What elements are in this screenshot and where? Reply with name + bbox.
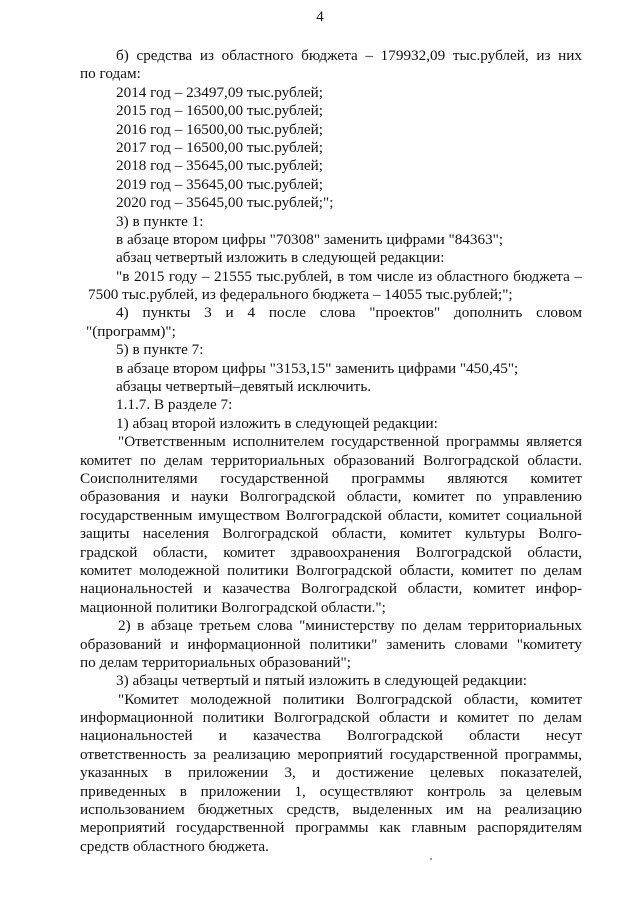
text-line: 1.1.7. В разделе 7: (116, 396, 233, 414)
text-line: указанных в приложении 3, и достижение целевых показателей, (80, 764, 582, 782)
text-line: использованием бюджетных средств, выделенных им на реализацию (80, 801, 582, 819)
text-line: 5) в пункте 7: (116, 341, 204, 359)
scan-speck (430, 858, 432, 860)
text-line: образования и науки Волгоградской области, комитет по управлению (80, 488, 582, 506)
year-line: 2015 год – 16500,00 тыс.рублей; (116, 102, 324, 120)
text-line: защиты населения Волгоградской области, комитет культуры Волго- (80, 525, 582, 543)
text-line: в абзаце втором цифры "3153,15" заменить цифрами "450,45"; (116, 359, 519, 377)
text-line: мационной политики Волгоградской области."; (80, 598, 386, 616)
text-line: государственным имуществом Волгоградской области, комитет социальной (80, 506, 582, 524)
text-line: градской области, комитет здравоохранения Волгоградской области, (80, 543, 582, 561)
document-body (80, 47, 582, 856)
text-line: информационной политики Волгоградской области и комитет по делам (80, 709, 582, 727)
text-line: в абзаце втором цифры "70308" заменить цифрами "84363"; (116, 230, 504, 248)
text-line: 1) абзац второй изложить в следующей редакции: (116, 414, 438, 432)
page-number: 4 (316, 9, 324, 25)
text-line: Соисполнителями государственной программы являются комитет (80, 469, 582, 487)
text-line: по годам: (80, 65, 141, 83)
text-line: 4) пункты 3 и 4 после слова "проектов" дополнить словом (116, 304, 582, 322)
text-line: средств областного бюджета. (80, 837, 269, 855)
text-line: "в 2015 году – 21555 тыс.рублей, в том числе из областного бюджета – (116, 267, 582, 285)
text-line: ответственность за реализацию мероприятий государственной программы, (80, 745, 582, 763)
text-line: комитет молодежной политики Волгоградской области, комитет по делам (80, 561, 582, 579)
text-line: абзацы четвертый–девятый исключить. (116, 378, 372, 396)
text-line: национальностей и казачества Волгоградской области несут (80, 727, 582, 745)
year-line: 2020 год – 35645,00 тыс.рублей;"; (116, 194, 334, 212)
text-line: "(программ)"; (86, 322, 176, 340)
text-line: 3) в пункте 1: (116, 212, 204, 230)
year-line: 2018 год – 35645,00 тыс.рублей; (116, 157, 324, 175)
year-line: 2017 год – 16500,00 тыс.рублей; (116, 138, 324, 156)
text-line: б) средства из областного бюджета – 179932,09 тыс.рублей, из них (116, 47, 582, 64)
text-line: комитет по делам территориальных образований Волгоградской области. (80, 451, 582, 469)
text-line: "Комитет молодежной политики Волгоградской области, комитет (118, 690, 582, 708)
text-line: приведенных в приложении 1, осуществляют контроль за целевым (80, 782, 582, 800)
text-line: абзац четвертый изложить в следующей редакции: (116, 249, 445, 267)
text-line: 3) абзацы четвертый и пятый изложить в следующей редакции: (116, 672, 527, 690)
text-line: по делам территориальных образований"; (80, 653, 351, 671)
year-line: 2019 год – 35645,00 тыс.рублей; (116, 175, 324, 193)
text-line: 2) в абзаце третьем слова "министерству по делам территориальных (118, 617, 582, 635)
text-line: мероприятий государственной программы как главным распорядителям (80, 819, 582, 837)
year-line: 2016 год – 16500,00 тыс.рублей; (116, 120, 324, 138)
text-line: 7500 тыс.рублей, из федерального бюджета – 14055 тыс.рублей;"; (88, 286, 513, 304)
text-line: образований и информационной политики" заменить словами "комитету (80, 635, 582, 653)
text-line: национальностей и казачества Волгоградской области, комитет инфор- (80, 580, 582, 598)
text-line: "Ответственным исполнителем государственной программы является (118, 433, 582, 451)
year-line: 2014 год – 23497,09 тыс.рублей; (116, 83, 324, 101)
